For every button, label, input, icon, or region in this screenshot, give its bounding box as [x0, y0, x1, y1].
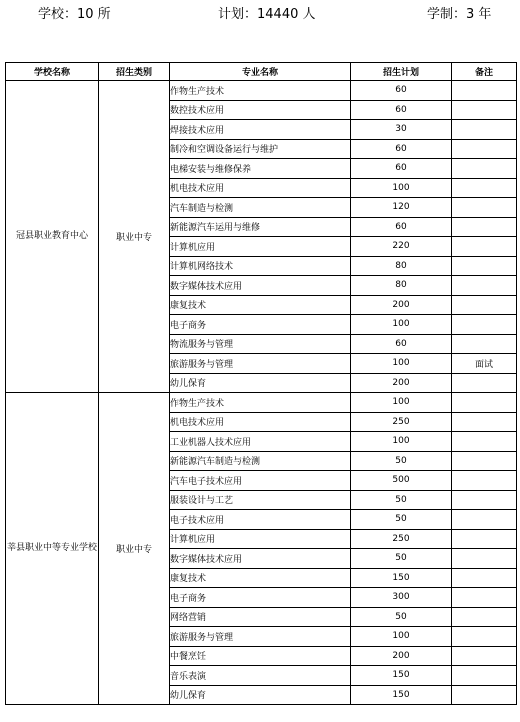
note-cell: [452, 373, 517, 393]
note-cell: [452, 393, 517, 413]
school-count: 学校：10 所: [38, 7, 111, 22]
note-cell: [452, 198, 517, 218]
note-cell: [452, 607, 517, 627]
header-plan: 招生计划: [351, 63, 452, 81]
note-cell: [452, 334, 517, 354]
major-cell: 网络营销: [170, 607, 351, 627]
plan-total: 计划：14440 人: [218, 7, 316, 22]
note-cell: [452, 568, 517, 588]
note-cell: [452, 237, 517, 257]
major-cell: 电子商务: [170, 315, 351, 335]
note-cell: [452, 588, 517, 608]
note-cell: [452, 510, 517, 530]
plan-cell: 80: [351, 256, 452, 276]
plan-cell: 100: [351, 393, 452, 413]
note-cell: [452, 217, 517, 237]
plan-cell: 200: [351, 295, 452, 315]
major-cell: 电梯安装与维修保养: [170, 159, 351, 179]
plan-cell: 60: [351, 334, 452, 354]
plan-cell: 150: [351, 568, 452, 588]
plan-cell: 100: [351, 315, 452, 335]
major-cell: 服装设计与工艺: [170, 490, 351, 510]
major-cell: 机电技术应用: [170, 412, 351, 432]
major-cell: 制冷和空调设备运行与维护: [170, 139, 351, 159]
plan-cell: 60: [351, 159, 452, 179]
plan-cell: 50: [351, 549, 452, 569]
major-cell: 计算机应用: [170, 237, 351, 257]
major-cell: 新能源汽车运用与维修: [170, 217, 351, 237]
note-cell: [452, 295, 517, 315]
note-cell: [452, 451, 517, 471]
plan-cell: 250: [351, 412, 452, 432]
major-cell: 作物生产技术: [170, 393, 351, 413]
major-cell: 幼儿保育: [170, 685, 351, 705]
school-name-cell: 冠县职业教育中心: [6, 81, 99, 393]
note-cell: [452, 315, 517, 335]
note-cell: [452, 549, 517, 569]
plan-cell: 100: [351, 354, 452, 374]
major-cell: 工业机器人技术应用: [170, 432, 351, 452]
plan-cell: 220: [351, 237, 452, 257]
table-row: [6, 393, 517, 413]
note-cell: [452, 490, 517, 510]
plan-cell: 60: [351, 139, 452, 159]
plan-cell: 100: [351, 432, 452, 452]
note-cell: [452, 646, 517, 666]
header-major: 专业名称: [170, 63, 351, 81]
major-cell: 数字媒体技术应用: [170, 549, 351, 569]
major-cell: 作物生产技术: [170, 81, 351, 101]
plan-cell: 200: [351, 373, 452, 393]
major-cell: 旅游服务与管理: [170, 354, 351, 374]
note-cell: [452, 685, 517, 705]
major-cell: 新能源汽车制造与检测: [170, 451, 351, 471]
plan-cell: 300: [351, 588, 452, 608]
note-cell: [452, 276, 517, 296]
plan-cell: 150: [351, 685, 452, 705]
note-cell: [452, 139, 517, 159]
major-cell: 电子商务: [170, 588, 351, 608]
plan-cell: 80: [351, 276, 452, 296]
header-category: 招生类别: [99, 63, 170, 81]
table-row: [6, 81, 517, 101]
table-header-row: [6, 63, 517, 81]
major-cell: 电子技术应用: [170, 510, 351, 530]
major-cell: 幼儿保育: [170, 373, 351, 393]
category-cell: 职业中专: [99, 81, 170, 393]
summary-line: [0, 4, 520, 26]
major-cell: 计算机应用: [170, 529, 351, 549]
note-cell: [452, 81, 517, 101]
note-cell: [452, 120, 517, 140]
plan-cell: 60: [351, 81, 452, 101]
plan-cell: 250: [351, 529, 452, 549]
plan-cell: 50: [351, 510, 452, 530]
plan-cell: 500: [351, 471, 452, 491]
category-cell: 职业中专: [99, 393, 170, 705]
table-body: [6, 81, 517, 705]
plan-cell: 150: [351, 666, 452, 686]
note-cell: [452, 159, 517, 179]
plan-cell: 100: [351, 627, 452, 647]
note-cell: [452, 627, 517, 647]
school-name-cell: 莘县职业中等专业学校: [6, 393, 99, 705]
major-cell: 焊接技术应用: [170, 120, 351, 140]
major-cell: 数字媒体技术应用: [170, 276, 351, 296]
note-cell: [452, 256, 517, 276]
study-years: 学制：3 年: [427, 7, 492, 22]
header-note: 备注: [452, 63, 517, 81]
plan-cell: 60: [351, 100, 452, 120]
plan-cell: 120: [351, 198, 452, 218]
note-cell: [452, 178, 517, 198]
plan-cell: 30: [351, 120, 452, 140]
major-cell: 康复技术: [170, 568, 351, 588]
plan-cell: 50: [351, 451, 452, 471]
note-cell: [452, 432, 517, 452]
header-school: 学校名称: [6, 63, 99, 81]
note-cell: [452, 412, 517, 432]
major-cell: 物流服务与管理: [170, 334, 351, 354]
note-cell: 面试: [452, 354, 517, 374]
note-cell: [452, 471, 517, 491]
note-cell: [452, 666, 517, 686]
note-cell: [452, 100, 517, 120]
plan-cell: 100: [351, 178, 452, 198]
major-cell: 计算机网络技术: [170, 256, 351, 276]
note-cell: [452, 529, 517, 549]
major-cell: 汽车电子技术应用: [170, 471, 351, 491]
major-cell: 康复技术: [170, 295, 351, 315]
major-cell: 音乐表演: [170, 666, 351, 686]
major-cell: 旅游服务与管理: [170, 627, 351, 647]
major-cell: 中餐烹饪: [170, 646, 351, 666]
plan-cell: 200: [351, 646, 452, 666]
major-cell: 机电技术应用: [170, 178, 351, 198]
enrollment-table: [5, 62, 517, 705]
plan-cell: 50: [351, 490, 452, 510]
plan-cell: 50: [351, 607, 452, 627]
major-cell: 数控技术应用: [170, 100, 351, 120]
major-cell: 汽车制造与检测: [170, 198, 351, 218]
plan-cell: 60: [351, 217, 452, 237]
